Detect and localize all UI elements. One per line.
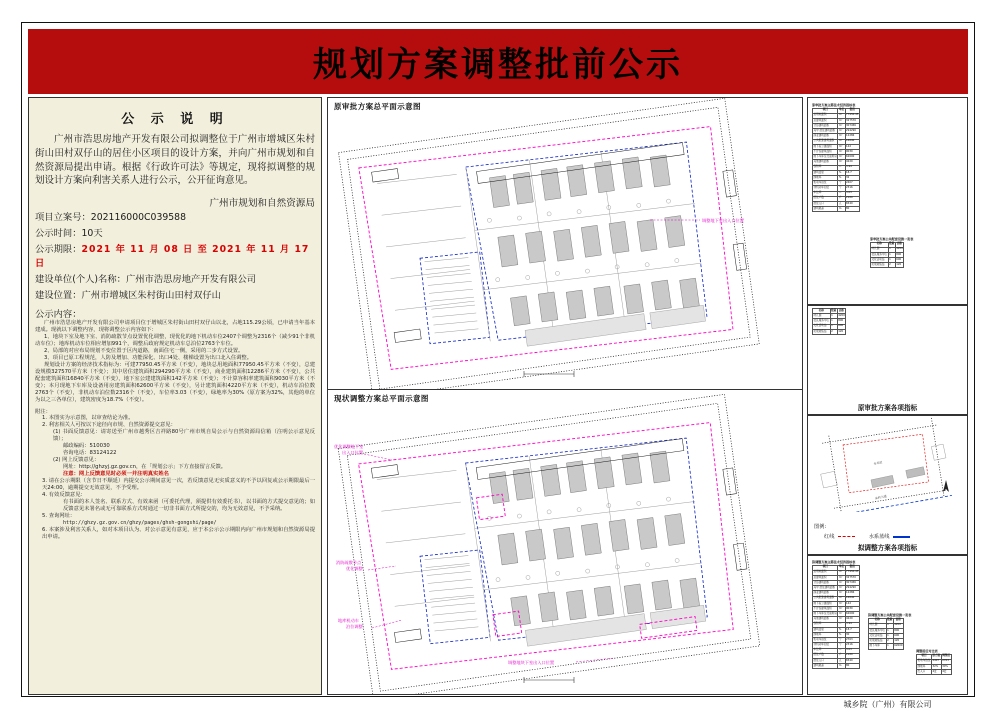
note-item: 5. 查询网址： <box>42 513 76 520</box>
table-cell: 600 <box>895 258 904 263</box>
table-cell: m² <box>838 617 845 622</box>
banner <box>28 29 968 94</box>
table-cell: 其他建筑面积 <box>813 617 838 622</box>
table-cell: m² <box>838 160 845 165</box>
column-header: 数量 <box>887 618 893 622</box>
note-item: 有书面的本人签名、联系方式、有效来函（可委托代理，须提供有效委托书），以书面的方式提交意见的；如反馈意见未署名或无可靠联系方式时通过一切非书面方式所提交的，均为无效意见，不予采纳。 <box>63 499 315 513</box>
field-value: 202116000C039588 <box>90 212 187 224</box>
drawing-adjusted-label: 现状调整方案总平面示意图 <box>334 394 429 403</box>
drawing-original-canvas <box>328 98 802 389</box>
table-cell: 2407 <box>931 659 941 664</box>
note-item: 4. 有效反馈意见： <box>42 492 86 499</box>
table-adj-main <box>812 565 860 670</box>
table-cell: 个 <box>838 638 845 643</box>
table-cell: 总建筑面积 <box>813 575 838 580</box>
project-field <box>35 227 315 241</box>
table-cell: 公共配套建筑面积 <box>813 596 838 601</box>
table-cell: m² <box>838 601 845 606</box>
note-item: (1) 书面反馈意见：请寄送至广州市越秀区吉祥路80号广州市规自局公示与自然资源局信箱（注明公示意见反馈）； <box>53 429 315 443</box>
table-cell: 个 <box>838 186 845 191</box>
legend-item-redline-label: 红线 <box>824 534 835 540</box>
table-cell: 4220 <box>845 617 859 622</box>
table-cell: 地下车库 <box>869 644 887 649</box>
column-header: 原方案 <box>932 654 941 658</box>
table-cell: 1 <box>886 644 893 649</box>
blueline-swatch-icon <box>893 536 910 538</box>
table-cell: 社区服务中心 <box>813 319 830 323</box>
table-cell: 车位率 <box>813 648 838 653</box>
table-cell: 居住人口 <box>813 658 838 663</box>
table-row <box>871 263 904 268</box>
content-paragraph: 3、项目已原工程规范，人防及增加、功能深化、出口4处、楼梯设置为出口北入住调整。 <box>44 354 253 361</box>
column-header: 项目 <box>813 565 838 570</box>
column-header: 项目 <box>917 654 932 659</box>
table-cell: 9030 <box>845 150 859 155</box>
table-cell: 其中 居住建筑面积 <box>813 586 838 591</box>
field-value: 2021 年 11 月 08 日 至 2021 年 11 月 17 日 <box>35 243 310 269</box>
table-cell: 垃圾收集站 <box>871 263 889 268</box>
table-cell: 机动车泊位 <box>917 659 931 663</box>
column-header: 数量 <box>889 242 895 246</box>
notice-panel <box>28 97 322 695</box>
table-cell: 12286 <box>845 591 859 596</box>
table-cell: 非机动车泊位 <box>813 643 838 648</box>
table-cell: 6540 <box>845 201 859 206</box>
legend-item-blueline-label: 水系蓝线 <box>868 534 890 540</box>
table-cell: 4处 <box>931 670 941 675</box>
table-cell: 地下室公建面积 <box>813 144 838 149</box>
column-header: 数值 <box>845 565 859 570</box>
notes-heading: 附注： <box>35 408 51 415</box>
table-cell: 居住户数 <box>813 196 838 201</box>
table-cell: 4200 <box>893 623 903 628</box>
table-row <box>813 329 846 334</box>
content-heading: 公示内容： <box>35 308 82 320</box>
footer-company: 城乡院（广州）有限公司 <box>843 700 932 709</box>
table-cell: 800 <box>837 319 846 324</box>
legend-items <box>824 533 912 540</box>
table-cell: 个 <box>838 643 845 648</box>
panel-caption-original: 原审批方案各项指标 <box>857 404 918 412</box>
note-item: 邮政编码：510030 <box>63 443 110 450</box>
table-caption: 原审批方案主要技术经济指标表 <box>812 103 856 107</box>
annotation-text: 调整地块下室出入口位置 <box>508 660 555 665</box>
table-cell: 1 <box>888 247 895 252</box>
table-orig-extra <box>812 308 846 335</box>
table-cell: m² <box>838 129 845 134</box>
table-cell: 建筑密度 <box>813 627 838 632</box>
table-cell: 社区服务中心 <box>871 252 888 256</box>
table-cell: % <box>838 175 845 180</box>
content-body <box>35 320 315 404</box>
table-cell: 80 <box>845 207 859 212</box>
table-cell: % <box>838 170 845 175</box>
note-item: 1. 本图实为示意图，以审查结论为准。 <box>42 415 134 422</box>
table-cell: 人 <box>838 201 845 206</box>
table-cell: m² <box>838 118 845 123</box>
column-header: 名称 <box>813 309 831 314</box>
table-caption: 拟调整方案公共配套设施一览表 <box>868 613 912 617</box>
table-cell: 容积率 <box>813 165 838 170</box>
table-cell: 容积率 <box>813 622 838 627</box>
table-cell: 307456 <box>845 124 859 129</box>
panel-location-map <box>807 415 968 555</box>
table-cell: 建筑限高 <box>813 664 838 669</box>
table-adj-note <box>916 654 952 676</box>
table-cell: % <box>838 627 845 632</box>
table-cell: 12286 <box>845 134 859 139</box>
table-cell: 1 <box>886 628 893 633</box>
table-cell: 1 <box>830 319 837 324</box>
project-field <box>35 289 315 303</box>
table-cell: 800 <box>895 252 904 257</box>
table-cell: 户 <box>838 653 845 658</box>
table-cell: m <box>838 207 845 212</box>
project-field <box>35 243 315 271</box>
table-cell: 4200 <box>838 313 845 317</box>
table-cell: m² <box>838 570 845 575</box>
field-label: 建设位置： <box>35 289 82 301</box>
table-cell: 32 <box>845 175 859 180</box>
annotation-text: 优化调整地下室出入口位置 <box>334 444 364 455</box>
field-label: 项目立案号： <box>35 212 91 224</box>
content-paragraph: 2、局部的对应布局规划不变位置于区内道路，南面住宅一侧，采用的二步方式设置。 <box>44 347 244 354</box>
table-cell: 建筑密度 <box>813 170 838 175</box>
adj-note-table-wrap <box>916 648 952 675</box>
content-paragraph: 广州市浩思房地产开发有限公司申请项目位于增城区朱村街山田村双仔山以北，占地115.29公顷，已申请当年基本建成。现就以下调整内容，现将调整公示内容如下： <box>35 319 315 333</box>
panel-original-tables <box>807 97 968 305</box>
table-cell: m² <box>838 591 845 596</box>
table-cell: 个 <box>838 181 845 186</box>
table-cell: 文化活动站 <box>869 634 887 639</box>
map-site-label: 本项目 <box>873 460 883 466</box>
drawings-column <box>327 97 803 695</box>
table-cell: 2316 <box>845 643 859 648</box>
table-cell: m² <box>838 113 845 118</box>
orig-sub-table-wrap <box>870 236 913 268</box>
table-cell: 327570 <box>845 575 859 580</box>
table-cell: 16840 <box>845 596 859 601</box>
table-cell: 16840 <box>845 139 859 144</box>
note-item: 3. 请在公示期限（含节日不顺延）内提交公示期间意见一次，若反馈意见无实质意义的不予以回复或公示期限最后一天24:00，逾期提交无效意见，不予受理。 <box>42 478 315 492</box>
table-cell: 机动车泊位 <box>813 638 838 643</box>
panel-caption-adjusted-index: 拟调整方案各项指标 <box>857 544 918 552</box>
drawing-adjusted-canvas <box>328 390 802 694</box>
table-cell: 2763 <box>941 659 951 664</box>
table-cell: 120 <box>893 639 903 644</box>
table-cell: 社区服务中心 <box>869 628 886 632</box>
table-cell: 4220 <box>845 160 859 165</box>
field-value: 广州市浩思房地产开发有限公司 <box>125 273 257 285</box>
notes-block <box>35 409 315 541</box>
field-value: 10天 <box>81 228 103 239</box>
orig-main-table-wrap <box>812 102 860 212</box>
table-cell: 计容建筑面积 <box>813 581 838 586</box>
drawing-original <box>328 98 802 390</box>
table-orig-sub <box>870 242 904 269</box>
location-map-svg <box>808 416 967 512</box>
table-cell: 文化活动站 <box>871 258 889 263</box>
table-cell: 1 <box>886 623 893 628</box>
column-header: 面积 <box>896 242 903 246</box>
table-cell: 地下室公建面积 <box>813 601 838 606</box>
table-cell: m² <box>838 612 845 617</box>
table-cell: m² <box>838 139 845 144</box>
note-item: 咨询电话：83124122 <box>63 450 117 457</box>
table-cell: — <box>838 165 845 170</box>
site-plan-adjusted-svg <box>328 390 802 694</box>
panel-original-index <box>807 305 968 415</box>
table-cell: 18.7 <box>845 170 859 175</box>
table-cell: 2763 <box>845 638 859 643</box>
legend <box>814 523 826 530</box>
orig-extra-table-wrap <box>812 308 846 335</box>
table-row <box>917 670 952 675</box>
table-cell: 幼儿园 <box>813 314 831 319</box>
field-label: 公示时间： <box>35 228 82 239</box>
column-header: 调整后 <box>942 654 951 658</box>
table-cell: 2 <box>888 263 895 268</box>
table-cell: 77950.45 <box>846 570 859 574</box>
column-header: 单位 <box>838 108 845 112</box>
table-cell: 30 <box>845 632 859 637</box>
table-cell: 其他建筑面积 <box>813 160 838 165</box>
annotation-original <box>650 217 745 224</box>
table-cell: 2180 <box>845 653 859 658</box>
table-caption: 拟调整方案主要技术经济指标表 <box>812 560 856 564</box>
column-header: 项目 <box>813 108 838 113</box>
panel-adjusted-tables <box>807 555 968 695</box>
content-paragraph: 1、地块下室及地下室、消防疏散节点设置优化调整，现优化的地下机动车位2407个调整为2316个（减少91个非机动车位）；地库机动车位相应增加991个，调整后政府规定机动车总泊位2763个车位。 <box>35 333 315 347</box>
table-cell: 142 <box>845 601 859 606</box>
table-cell: 2 <box>830 329 837 334</box>
annotation-text: 调整地下室出入口位置 <box>702 218 744 223</box>
field-label: 建设单位(个人)名称： <box>35 273 126 285</box>
redline-swatch-icon <box>838 536 855 537</box>
table-cell: 居住人口 <box>813 201 838 206</box>
table-row <box>813 664 860 669</box>
column-header: 数值 <box>845 108 859 113</box>
notes-list <box>35 415 315 540</box>
table-cell: 2 <box>886 639 893 644</box>
drawing-adjusted <box>328 390 802 694</box>
table-cell: 1 <box>830 314 837 319</box>
table-cell: 计容建筑面积 <box>813 124 838 129</box>
project-field <box>35 211 315 225</box>
table-cell: 327570 <box>845 118 859 123</box>
table-row <box>869 644 904 649</box>
notice-intro: 广州市浩思房地产开发有限公司拟调整位于广州市增城区朱村街山田村双仔山的居住小区项目的设计方案，并向广州市规划和自然资源局提出申请。根据《行政许可法》等规定，现将拟调整的规划设计方案向利害关系人进行公示，公开征询意见。 <box>35 134 315 187</box>
notice-signature: 广州市规划和自然资源局 <box>209 198 315 210</box>
table-cell: 3.03 <box>845 648 859 653</box>
table-cell: 其中 居住建筑面积 <box>813 129 838 134</box>
table-cell: 公共配套建筑面积 <box>813 139 838 144</box>
table-cell: 600 <box>837 324 846 329</box>
map-road-label: 朱村大道 <box>874 494 888 501</box>
table-cell: 车位率 <box>813 191 838 196</box>
table-cell: 62600 <box>894 644 903 648</box>
table-cell: 80 <box>845 664 859 669</box>
table-cell: 垃圾收集站 <box>869 639 887 644</box>
table-cell: 307456 <box>845 581 859 586</box>
table-cell: 62600 <box>845 612 859 617</box>
table-cell: 2316 <box>845 186 859 191</box>
table-cell: 3.94 <box>845 165 859 170</box>
table-cell: 2180 <box>845 196 859 201</box>
table-cell: 垃圾收集站 <box>813 329 831 334</box>
notice-heading: 公 示 说 明 <box>121 112 229 127</box>
table-cell: 非机动车泊位 <box>813 186 838 191</box>
table-caption: 调整前后对比表 <box>916 649 938 653</box>
column-header: 面积 <box>838 308 845 312</box>
table-cell: 30% <box>941 664 951 669</box>
table-cell: 不计容建筑面积 <box>813 150 838 155</box>
column-header: 面积 <box>893 618 903 623</box>
legend-title: 图例: <box>814 524 827 530</box>
table-cell: 4处 <box>941 670 951 675</box>
project-fields <box>35 211 315 303</box>
project-field <box>35 273 315 287</box>
table-cell: 120 <box>895 263 904 268</box>
table-cell: 总用地面积 <box>813 113 838 118</box>
table-cell: — <box>838 648 845 653</box>
drawing-original-label: 原审批方案总平面示意图 <box>334 102 421 111</box>
site-plan-original-svg <box>328 98 802 389</box>
table-cell: 绿地率 <box>813 175 838 180</box>
note-item: 6. 本案涉及利害关系人，如对本项目认为、对公示意见有意见，应于本公示公示期限内向广州市规划和自然资源局提出申请。 <box>42 526 315 540</box>
table-cell: 800 <box>893 628 903 633</box>
table-cell: 居住户数 <box>813 653 838 658</box>
scale-bar-original <box>524 371 574 377</box>
table-cell: 绿地率 <box>917 664 932 669</box>
table-cell: 294290 <box>845 129 859 134</box>
content-paragraph: 规划设计方案的经济技术指标为：可建77950.45平方米（不变），地块总用地面积77950.45平方米（不变），总建设规模327570平方米（不变）；其中居住建筑面积294290平方米（不变），商业建筑面积12286平方米（不变），公共配套建筑面积16840平方米（不变），地下室公建建筑面积142平方米（不变）；不计算容积率建筑面积9030平方米（不变）；本月现地下车库及设备用房建筑面积62600平方米（不变），另计建筑面积4220平方米（不变），机动车泊位数2763个（不变），非机动车泊位数2316个（不变），车位率3.03（不变），绿地率为30%（原方案为32%，其他的单位为以之三各单位），建筑密度为18.7%（不变）。 <box>35 361 315 403</box>
adj-main-table-wrap <box>812 559 860 669</box>
table-cell: 62600 <box>845 155 859 160</box>
annotation-text: 消防疏散节点优化调整 <box>336 560 363 571</box>
table-cell: 1 <box>888 258 895 263</box>
table-cell: 建筑限高 <box>813 207 838 212</box>
table-cell: 6540 <box>845 658 859 663</box>
table-row <box>813 207 860 212</box>
table-cell: — <box>838 622 845 627</box>
table-cell: m² <box>838 144 845 149</box>
table-cell: — <box>838 191 845 196</box>
table-cell: m² <box>838 150 845 155</box>
table-cell: m² <box>838 575 845 580</box>
table-cell: 2407 <box>845 181 859 186</box>
table-cell: 地下车库及设备用房 <box>813 611 837 615</box>
table-cell: m² <box>838 155 845 160</box>
annotation-text: 地库机动车泊位调整 <box>338 618 363 629</box>
table-cell: 120 <box>837 329 846 334</box>
note-item: 2. 利害相关人可按以下途径向市规、自然资源提交意见： <box>42 422 176 429</box>
table-cell: 1 <box>888 252 895 257</box>
table-cell: 3.94 <box>845 622 859 627</box>
table-cell: 绿地率 <box>813 632 838 637</box>
north-arrow-icon <box>943 480 949 492</box>
table-cell: 地下车库及设备用房 <box>813 154 837 158</box>
table-cell: m² <box>838 607 845 612</box>
table-cell: 幼儿园 <box>871 247 889 252</box>
table-cell: 不计容建筑面积 <box>813 607 838 612</box>
table-cell: 商业建筑面积 <box>813 134 838 139</box>
table-cell: m² <box>838 596 845 601</box>
table-cell: 幼儿园 <box>869 623 887 628</box>
table-cell: 出入口 <box>917 670 932 675</box>
table-cell: 商业建筑面积 <box>813 591 838 596</box>
table-cell: 142 <box>845 144 859 149</box>
table-cell: % <box>838 632 845 637</box>
note-item: 网址：http://ghzyj.gz.gov.cn，在「规划公示」下方直接留言反馈。 <box>63 464 227 471</box>
column-header: 名称 <box>871 242 889 247</box>
table-cell: 9030 <box>845 607 859 612</box>
table-cell: 600 <box>893 634 903 639</box>
table-cell: 户 <box>838 196 845 201</box>
table-cell: 77950.45 <box>846 113 859 117</box>
table-cell: m² <box>838 124 845 129</box>
table-cell: 总建筑面积 <box>813 118 838 123</box>
table-cell: 文化活动站 <box>813 324 831 329</box>
table-cell: 总用地面积 <box>813 570 838 575</box>
table-cell: 机动车泊位 <box>813 181 838 186</box>
note-item: (2) 网上反馈意见： <box>53 457 100 464</box>
table-cell: 1 <box>886 634 893 639</box>
table-orig-main <box>812 108 860 213</box>
table-cell: m <box>838 664 845 669</box>
table-adj-sub <box>868 618 904 650</box>
field-value: 广州市增城区朱村街山田村双仔山 <box>81 289 221 301</box>
table-caption: 原审批方案公共配套设施一览表 <box>870 237 914 241</box>
column-header: 名称 <box>869 618 887 623</box>
table-cell: m² <box>838 586 845 591</box>
column-header: 数量 <box>831 308 837 312</box>
table-cell: m² <box>838 134 845 139</box>
field-label: 公示期限： <box>35 243 82 255</box>
table-cell: 人 <box>838 658 845 663</box>
table-cell: 1 <box>830 324 837 329</box>
note-item: http://ghzy.gz.gov.cn/ghzy/pages/ghsh-gongshi/page/ <box>63 520 217 527</box>
table-cell: 4200 <box>896 247 903 251</box>
page-title: 规划方案调整批前公示 <box>313 45 683 85</box>
table-cell: 18.7 <box>845 627 859 632</box>
table-cell: 32% <box>931 664 941 669</box>
table-cell: m² <box>838 581 845 586</box>
adj-sub-table-wrap <box>868 612 911 650</box>
table-cell: 294290 <box>845 586 859 591</box>
right-column <box>807 97 968 695</box>
note-item: 注意：网上反馈意见时必须一并注明真实姓名 <box>63 471 169 478</box>
table-cell: 3.03 <box>845 191 859 196</box>
column-header: 单位 <box>838 565 845 569</box>
